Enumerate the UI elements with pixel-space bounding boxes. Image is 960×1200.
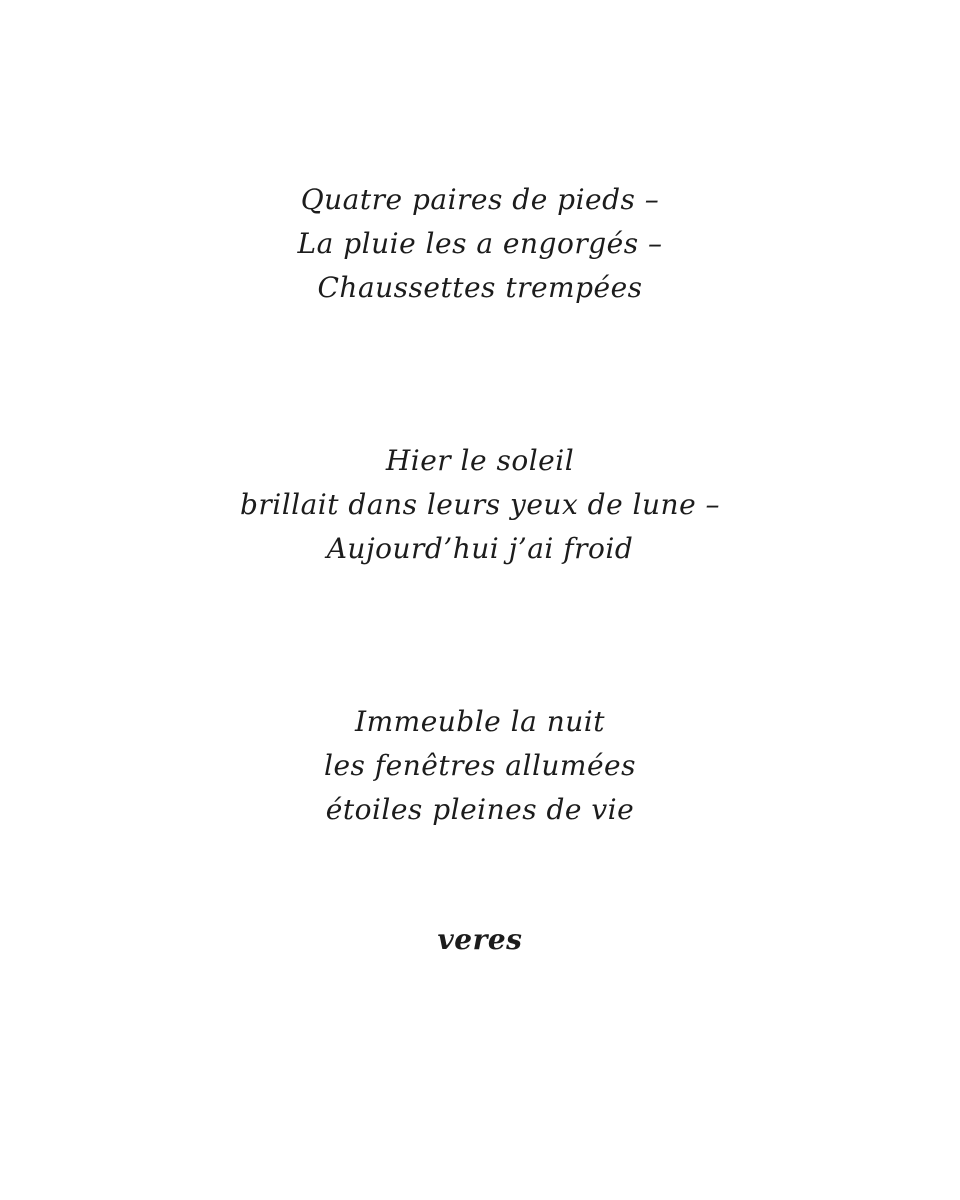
poem-line: Quatre paires de pieds – bbox=[300, 183, 660, 216]
poem-line: brillait dans leurs yeux de lune – bbox=[239, 488, 721, 521]
poem-line: étoiles pleines de vie bbox=[325, 793, 635, 826]
poem-line: Chaussettes trempées bbox=[317, 271, 643, 304]
haiku-stanza-2 bbox=[0, 439, 960, 571]
poem-line: les fenêtres allumées bbox=[323, 749, 636, 782]
poem-line: Immeuble la nuit bbox=[355, 705, 605, 738]
poem-line: Aujourd’hui j’ai froid bbox=[326, 532, 634, 565]
haiku-stanza-1 bbox=[0, 178, 960, 310]
haiku-stanza-3 bbox=[0, 700, 960, 832]
poem-line: La pluie les a engorgés – bbox=[297, 227, 663, 260]
author-signature: veres bbox=[437, 923, 523, 956]
poem-line: Hier le soleil bbox=[385, 444, 575, 477]
